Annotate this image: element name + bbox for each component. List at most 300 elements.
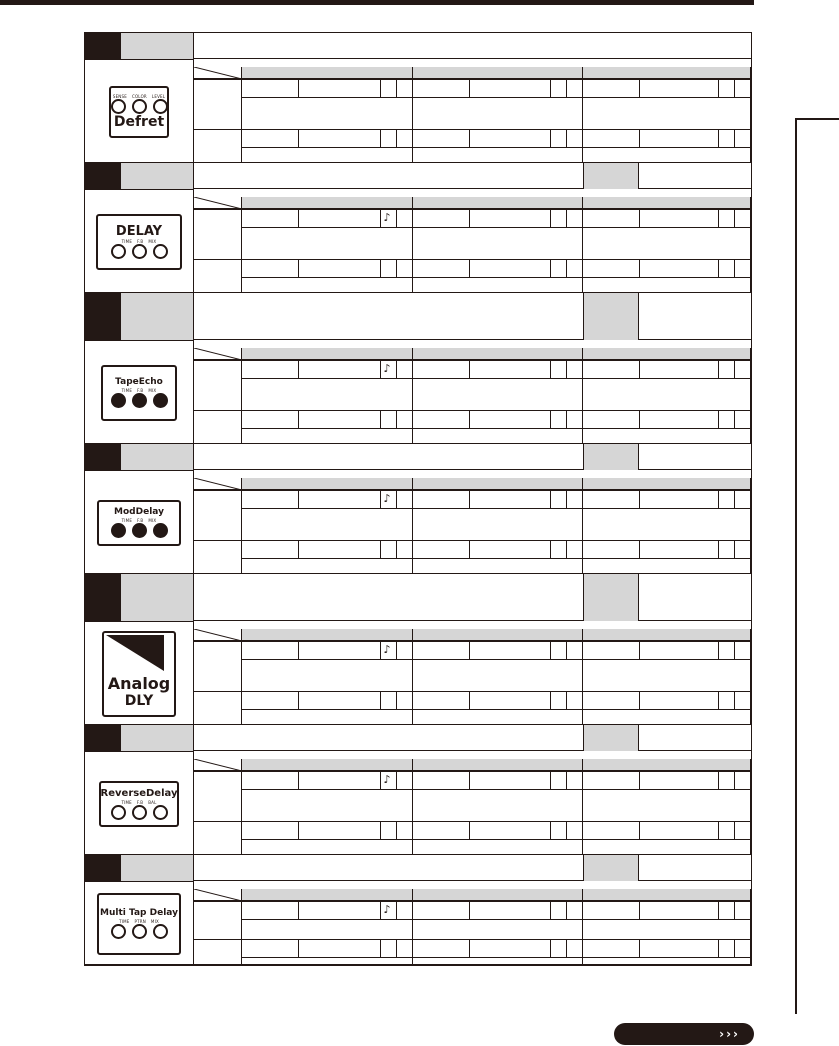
parameter-subrow-rule — [242, 659, 413, 660]
parameter-divider — [469, 902, 470, 919]
parameter-divider — [550, 361, 551, 378]
parameter-divider — [396, 692, 397, 709]
parameter-cell — [413, 901, 583, 939]
parameter-divider — [734, 940, 735, 957]
pedal-knob-icon — [111, 924, 126, 939]
pedal-logo-text: Defret — [113, 113, 165, 130]
parameter-divider — [380, 130, 381, 147]
parameter-divider — [566, 491, 567, 508]
pedal-illustration — [96, 214, 182, 270]
parameter-divider — [298, 80, 299, 97]
effect-type-cell — [583, 574, 639, 621]
parameter-divider — [469, 80, 470, 97]
parameter-cell — [242, 360, 413, 410]
pedal-knob-label: F.B — [136, 799, 144, 805]
parameter-header-3 — [583, 889, 751, 901]
effect-type-value-cell — [639, 163, 751, 189]
parameter-cell — [242, 410, 413, 444]
effect-block — [85, 574, 751, 725]
parameter-divider — [550, 902, 551, 919]
parameter-cell — [242, 129, 413, 163]
parameter-divider — [734, 772, 735, 789]
effect-name-cell — [121, 855, 194, 881]
pedal-illustration — [97, 893, 181, 955]
effect-block — [85, 855, 751, 965]
parameter-subrow-rule — [242, 839, 413, 840]
parameter-subrow-rule — [583, 227, 751, 228]
parameter-subrow-rule — [242, 277, 413, 278]
parameter-subrow-rule — [583, 428, 751, 429]
effect-type-cell — [583, 855, 639, 881]
pedal-logo-text: DELAY — [115, 224, 163, 239]
parameter-header-3 — [583, 629, 751, 641]
parameter-divider — [718, 642, 719, 659]
parameter-header-1 — [242, 759, 413, 771]
effect-number-badge — [85, 574, 121, 621]
parameter-subrow-rule — [583, 659, 751, 660]
pedal-image-cell — [85, 59, 194, 163]
parameter-cell — [242, 771, 413, 821]
parameter-divider — [298, 642, 299, 659]
pedal-knob-label: MIX — [148, 239, 157, 244]
parameter-header-3 — [583, 348, 751, 360]
pedal-knob-icon — [153, 924, 168, 939]
parameter-divider — [469, 411, 470, 428]
effect-name-cell — [121, 33, 194, 59]
parameter-divider — [469, 642, 470, 659]
parameter-cell — [583, 129, 751, 163]
pedal-logo-text: ModDelay — [114, 507, 164, 517]
pedal-illustration — [99, 781, 179, 827]
parameter-divider — [396, 260, 397, 277]
pedal-logo-text: Analog — [107, 673, 171, 693]
pedal-knob-row — [109, 244, 170, 259]
parameter-divider — [396, 210, 397, 227]
effect-block — [85, 725, 751, 855]
parameter-subrow-rule — [242, 378, 413, 379]
parameter-subrow-rule — [242, 227, 413, 228]
parameter-divider — [550, 642, 551, 659]
parameter-subrow-rule — [583, 709, 751, 710]
effect-description-cell — [194, 444, 583, 470]
parameter-subrow-rule — [413, 558, 583, 559]
tempo-sync-note-icon: ♪ — [383, 643, 391, 656]
parameter-subrow-rule — [242, 508, 413, 509]
pedal-knob-icon — [132, 244, 147, 259]
effect-type-value-cell — [639, 855, 751, 881]
pedal-knob-label: TIME — [119, 919, 130, 924]
pedal-knob-row — [109, 393, 170, 408]
effect-type-cell — [583, 163, 639, 189]
tempo-sync-note-icon: ♪ — [383, 903, 391, 916]
parameter-subrow-rule — [583, 957, 751, 958]
parameter-divider — [639, 772, 640, 789]
parameter-divider — [718, 822, 719, 839]
parameter-row-label — [194, 129, 242, 163]
parameter-header-2 — [413, 197, 583, 209]
parameter-subrow-rule — [583, 378, 751, 379]
header-corner-cell — [194, 759, 242, 771]
next-page-button[interactable] — [614, 1023, 754, 1045]
parameter-divider — [718, 491, 719, 508]
parameter-subrow-rule — [242, 919, 413, 920]
parameter-header-1 — [242, 478, 413, 490]
pedal-image-cell — [85, 189, 194, 293]
parameter-cell — [413, 410, 583, 444]
parameter-divider — [380, 80, 381, 97]
parameter-subrow-rule — [242, 789, 413, 790]
parameter-divider — [639, 260, 640, 277]
parameter-row-label — [194, 259, 242, 293]
parameter-divider — [550, 822, 551, 839]
effect-number-badge — [85, 163, 121, 189]
parameter-divider — [380, 822, 381, 839]
parameter-row-label — [194, 410, 242, 444]
effect-name-cell — [121, 163, 194, 189]
pedal-illustration — [102, 631, 176, 717]
effect-name-cell — [121, 293, 194, 340]
effect-type-cell — [583, 293, 639, 340]
parameter-divider — [734, 411, 735, 428]
pedal-knob-label: MIX — [148, 388, 157, 393]
parameter-subrow-rule — [413, 378, 583, 379]
parameter-subrow-rule — [413, 97, 583, 98]
parameter-divider — [550, 772, 551, 789]
header-corner-cell — [194, 197, 242, 209]
parameter-cell — [583, 771, 751, 821]
parameter-divider — [734, 541, 735, 558]
parameter-cell — [413, 259, 583, 293]
parameter-cell — [413, 771, 583, 821]
effect-description-cell — [194, 33, 751, 59]
parameter-cell — [242, 79, 413, 129]
parameter-divider — [298, 491, 299, 508]
parameter-divider — [550, 130, 551, 147]
pedal-knob-row — [109, 523, 170, 538]
parameter-divider — [566, 642, 567, 659]
parameter-divider — [639, 902, 640, 919]
parameter-divider — [718, 260, 719, 277]
parameter-row-label — [194, 360, 242, 410]
pedal-knob-icon — [132, 805, 147, 820]
sidebar-rule — [795, 118, 797, 1014]
pedal-wedge-graphic — [106, 635, 164, 671]
parameter-cell — [583, 259, 751, 293]
parameter-divider — [718, 411, 719, 428]
parameter-divider — [718, 902, 719, 919]
pedal-knob-icon — [132, 99, 147, 114]
pedal-knob-label: F.B — [137, 239, 144, 244]
top-rule — [0, 0, 754, 5]
parameter-cell — [413, 691, 583, 725]
pedal-image-cell — [85, 751, 194, 855]
parameter-divider — [396, 642, 397, 659]
parameter-row-label — [194, 939, 242, 965]
parameter-cell — [413, 209, 583, 259]
parameter-row-label — [194, 691, 242, 725]
effect-description-cell — [194, 855, 583, 881]
pedal-knob-row — [109, 99, 170, 114]
pedal-knob-label: PTRN — [134, 919, 146, 924]
parameter-subrow-rule — [583, 789, 751, 790]
pedal-knob-label: TIME — [121, 799, 132, 805]
effect-block — [85, 293, 751, 444]
parameter-divider — [396, 940, 397, 957]
pedal-image-cell — [85, 340, 194, 444]
effect-type-value-cell — [639, 444, 751, 470]
pedal-image-cell — [85, 470, 194, 574]
effect-name-cell — [121, 725, 194, 751]
parameter-cell — [583, 410, 751, 444]
pedal-logo-text: Multi Tap Delay — [100, 908, 178, 918]
parameter-divider — [566, 210, 567, 227]
parameter-divider — [734, 491, 735, 508]
parameter-divider — [718, 361, 719, 378]
parameter-divider — [550, 411, 551, 428]
parameter-divider — [396, 361, 397, 378]
pedal-knob-icon — [153, 523, 168, 538]
parameter-divider — [298, 411, 299, 428]
parameter-divider — [639, 692, 640, 709]
parameter-subrow-rule — [413, 659, 583, 660]
parameter-header-1 — [242, 197, 413, 209]
parameter-row-label — [194, 771, 242, 821]
effect-type-value-cell — [639, 725, 751, 751]
parameter-header-2 — [413, 759, 583, 771]
parameter-subrow-rule — [413, 227, 583, 228]
parameter-cell — [242, 821, 413, 855]
parameter-cell — [242, 540, 413, 574]
parameter-subrow-rule — [413, 709, 583, 710]
tempo-sync-note-icon: ♪ — [383, 362, 391, 375]
parameter-divider — [469, 772, 470, 789]
parameter-row-label — [194, 490, 242, 540]
parameter-divider — [469, 361, 470, 378]
parameter-divider — [298, 210, 299, 227]
pedal-knob-label: F.B — [137, 388, 144, 393]
parameter-divider — [550, 940, 551, 957]
effect-table — [84, 32, 752, 966]
parameter-divider — [298, 361, 299, 378]
effect-number-badge — [85, 855, 121, 881]
effect-description-cell — [194, 163, 583, 189]
effect-number-badge — [85, 725, 121, 751]
parameter-subrow-rule — [413, 839, 583, 840]
parameter-cell — [242, 641, 413, 691]
pedal-knob-icon — [111, 244, 126, 259]
parameter-divider — [380, 541, 381, 558]
parameter-divider — [639, 361, 640, 378]
parameter-header-3 — [583, 478, 751, 490]
effect-description-cell — [194, 725, 583, 751]
parameter-divider — [566, 541, 567, 558]
parameter-subrow-rule — [413, 919, 583, 920]
parameter-divider — [734, 210, 735, 227]
parameter-subrow-rule — [583, 97, 751, 98]
parameter-header-3 — [583, 67, 751, 79]
effect-number-badge — [85, 33, 121, 59]
parameter-divider — [298, 822, 299, 839]
parameter-cell — [583, 490, 751, 540]
pedal-knob-label: TIME — [121, 388, 133, 393]
parameter-cell — [242, 259, 413, 293]
parameter-divider — [639, 642, 640, 659]
parameter-divider — [380, 260, 381, 277]
parameter-divider — [469, 692, 470, 709]
pedal-knob-icon — [111, 523, 126, 538]
effect-type-value-cell — [639, 574, 751, 621]
parameter-subrow-rule — [583, 919, 751, 920]
effect-block — [85, 33, 751, 163]
pedal-image-cell — [85, 621, 194, 725]
pedal-knob-label: BAL — [148, 799, 157, 805]
parameter-header-1 — [242, 67, 413, 79]
tempo-sync-note-icon: ♪ — [383, 211, 391, 224]
parameter-divider — [639, 130, 640, 147]
pedal-knob-row — [109, 924, 170, 939]
pedal-knob-icon — [111, 393, 126, 408]
effect-description-cell — [194, 574, 583, 621]
parameter-divider — [718, 692, 719, 709]
effect-description-cell — [194, 293, 583, 340]
parameter-subrow-rule — [413, 277, 583, 278]
parameter-divider — [298, 940, 299, 957]
tempo-sync-note-icon: ♪ — [383, 773, 391, 786]
pedal-image-cell — [85, 881, 194, 965]
parameter-header-2 — [413, 67, 583, 79]
parameter-divider — [718, 130, 719, 147]
parameter-subrow-rule — [242, 558, 413, 559]
header-corner-cell — [194, 348, 242, 360]
parameter-cell — [583, 360, 751, 410]
parameter-header-1 — [242, 348, 413, 360]
pedal-knob-icon — [132, 924, 147, 939]
pedal-knob-label: SENSE — [112, 93, 127, 99]
parameter-divider — [639, 80, 640, 97]
parameter-divider — [566, 80, 567, 97]
parameter-subrow-rule — [242, 709, 413, 710]
parameter-cell — [242, 209, 413, 259]
parameter-divider — [566, 902, 567, 919]
parameter-divider — [718, 772, 719, 789]
pedal-knob-icon — [111, 805, 126, 820]
parameter-cell — [583, 209, 751, 259]
parameter-subrow-rule — [413, 508, 583, 509]
effect-type-value-cell — [639, 293, 751, 340]
parameter-divider — [298, 772, 299, 789]
pedal-knob-label: TIME — [121, 518, 133, 523]
parameter-cell — [583, 821, 751, 855]
pedal-knob-label: MIX — [150, 919, 159, 924]
pedal-knob-label: MIX — [148, 518, 157, 523]
parameter-cell — [242, 939, 413, 965]
parameter-header-1 — [242, 629, 413, 641]
parameter-divider — [469, 130, 470, 147]
parameter-subrow-rule — [413, 147, 583, 148]
pedal-knob-icon — [111, 99, 126, 114]
parameter-divider — [396, 902, 397, 919]
parameter-row-label — [194, 79, 242, 129]
effect-number-badge — [85, 444, 121, 470]
parameter-cell — [413, 490, 583, 540]
parameter-row-label — [194, 901, 242, 939]
parameter-subrow-rule — [413, 789, 583, 790]
parameter-divider — [550, 260, 551, 277]
pedal-illustration — [109, 86, 169, 138]
sidebar-tick — [797, 118, 839, 120]
pedal-knob-label: LEVEL — [151, 93, 166, 99]
parameter-divider — [639, 411, 640, 428]
parameter-header-2 — [413, 478, 583, 490]
parameter-divider — [380, 411, 381, 428]
parameter-divider — [550, 210, 551, 227]
parameter-divider — [734, 80, 735, 97]
parameter-header-3 — [583, 759, 751, 771]
parameter-divider — [639, 210, 640, 227]
parameter-divider — [469, 822, 470, 839]
pedal-knob-icon — [153, 805, 168, 820]
parameter-cell — [413, 540, 583, 574]
pedal-knob-icon — [153, 244, 168, 259]
parameter-row-label — [194, 821, 242, 855]
parameter-divider — [550, 541, 551, 558]
parameter-cell — [583, 691, 751, 725]
parameter-divider — [550, 80, 551, 97]
next-page-chevrons: ››› — [719, 1027, 740, 1041]
parameter-header-3 — [583, 197, 751, 209]
parameter-subrow-rule — [583, 277, 751, 278]
parameter-divider — [639, 491, 640, 508]
parameter-divider — [298, 130, 299, 147]
parameter-subrow-rule — [413, 428, 583, 429]
parameter-cell — [242, 691, 413, 725]
parameter-subrow-rule — [242, 97, 413, 98]
parameter-divider — [469, 210, 470, 227]
parameter-divider — [298, 902, 299, 919]
pedal-knob-row — [109, 805, 170, 820]
parameter-divider — [718, 541, 719, 558]
parameter-divider — [639, 822, 640, 839]
effect-block — [85, 444, 751, 574]
header-corner-cell — [194, 629, 242, 641]
parameter-cell — [583, 641, 751, 691]
parameter-divider — [566, 822, 567, 839]
parameter-cell — [413, 79, 583, 129]
parameter-divider — [380, 692, 381, 709]
parameter-divider — [734, 361, 735, 378]
parameter-divider — [469, 541, 470, 558]
pedal-knob-icon — [153, 393, 168, 408]
parameter-subrow-rule — [242, 957, 413, 958]
effect-block — [85, 163, 751, 293]
parameter-header-1 — [242, 889, 413, 901]
effect-number-badge — [85, 293, 121, 340]
parameter-subrow-rule — [583, 147, 751, 148]
pedal-illustration — [101, 365, 177, 421]
effect-name-cell — [121, 574, 194, 621]
header-corner-cell — [194, 67, 242, 79]
parameter-divider — [718, 80, 719, 97]
parameter-divider — [469, 491, 470, 508]
pedal-logo-text-2: DLY — [124, 692, 154, 709]
parameter-subrow-rule — [242, 147, 413, 148]
header-corner-cell — [194, 478, 242, 490]
parameter-row-label — [194, 209, 242, 259]
parameter-divider — [396, 80, 397, 97]
parameter-cell — [583, 79, 751, 129]
parameter-divider — [396, 491, 397, 508]
parameter-divider — [734, 692, 735, 709]
